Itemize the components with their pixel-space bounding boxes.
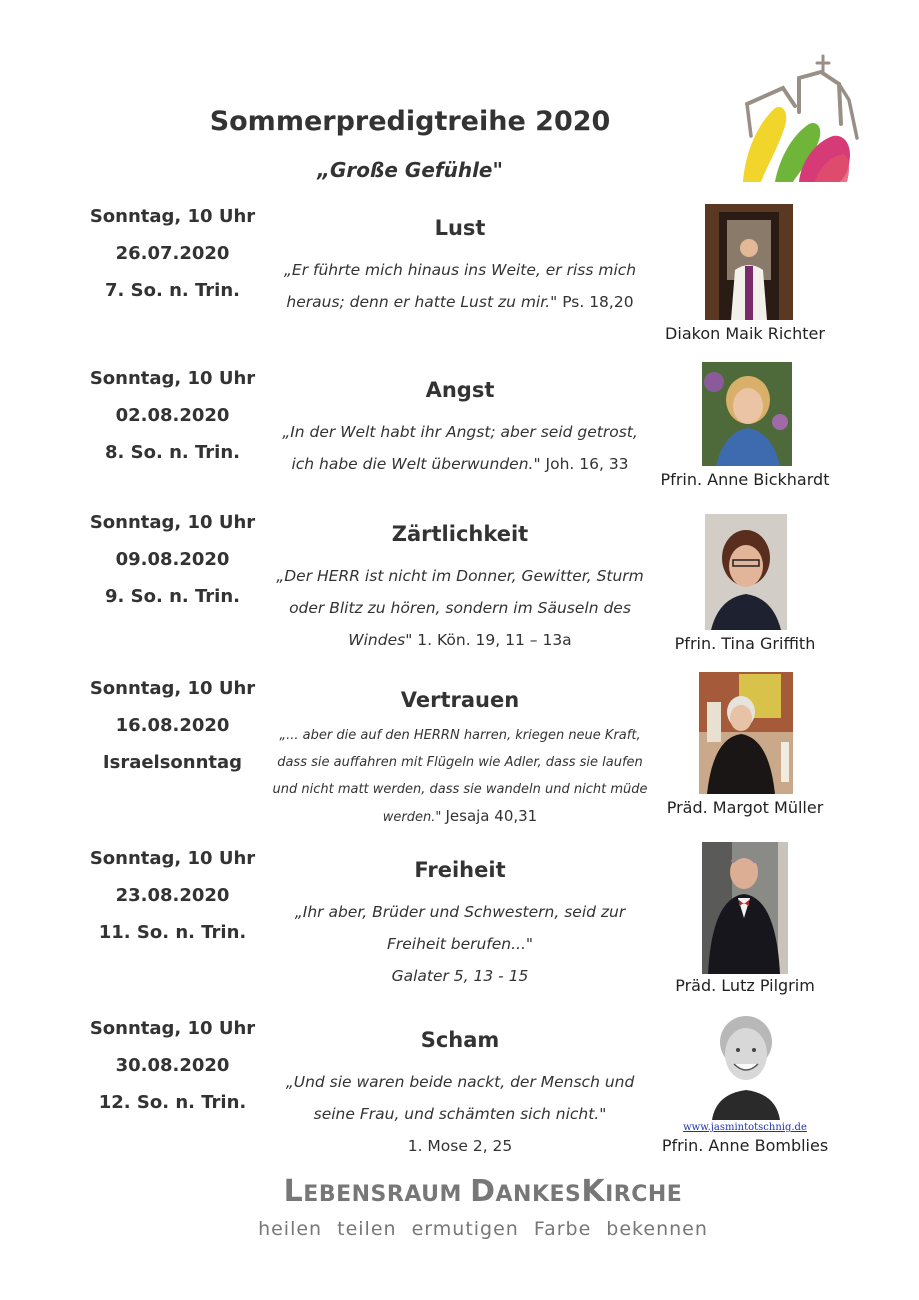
event-when bbox=[60, 670, 285, 781]
church-logo bbox=[735, 54, 865, 186]
quote-reference: Galater 5, 13 - 15 bbox=[391, 967, 529, 985]
event-when bbox=[60, 504, 285, 615]
quote-reference: Jesaja 40,31 bbox=[445, 807, 538, 825]
brand-letter-1: L bbox=[283, 1174, 304, 1209]
preacher-photo bbox=[702, 842, 788, 974]
quote-reference: Ps. 18,20 bbox=[562, 293, 634, 311]
event-occasion: Israelsonntag bbox=[102, 752, 243, 773]
event-quote bbox=[270, 560, 650, 656]
event-occasion: 11. So. n. Trin. bbox=[98, 922, 247, 943]
brand-rest-2: ANKES bbox=[495, 1182, 582, 1207]
quote-reference: 1. Mose 2, 25 bbox=[407, 1137, 513, 1155]
event-quote bbox=[270, 1066, 650, 1162]
event-occasion: 9. So. n. Trin. bbox=[105, 586, 240, 607]
event-topic: Zärtlichkeit bbox=[391, 522, 529, 546]
event-day: Sonntag, 10 Uhr bbox=[89, 206, 256, 227]
quote-text: „Der HERR ist nicht im Donner, Gewitter, Sturm oder Blitz zu hören, sondern im Säuseln des Windes" bbox=[276, 567, 644, 649]
preacher-name: Pfrin. Tina Griffith bbox=[674, 634, 816, 653]
preacher-photo bbox=[708, 1010, 784, 1120]
quote-text: „Ihr aber, Brüder und Schwestern, seid zur Freiheit berufen..." bbox=[294, 903, 626, 953]
quote-reference: Joh. 16, 33 bbox=[545, 455, 629, 473]
brand-rest-1: EBENSRAUM bbox=[303, 1182, 471, 1207]
event-date: 23.08.2020 bbox=[115, 885, 230, 906]
event-day: Sonntag, 10 Uhr bbox=[89, 848, 256, 869]
event-topic: Freiheit bbox=[414, 858, 506, 882]
event-quote bbox=[290, 896, 630, 992]
event-topic: Vertrauen bbox=[400, 688, 520, 712]
event-when bbox=[60, 360, 285, 471]
brand-tagline: heilen teilen ermutigen Farbe bekennen bbox=[258, 1218, 708, 1240]
preacher-photo bbox=[705, 514, 787, 630]
event-topic: Lust bbox=[434, 216, 486, 240]
event-quote bbox=[270, 722, 650, 831]
event-occasion: 8. So. n. Trin. bbox=[105, 442, 240, 463]
photo-credit-link[interactable]: www.jasmintotschnig.de bbox=[683, 1122, 807, 1133]
brand-letter-2: D bbox=[470, 1174, 496, 1209]
event-quote bbox=[270, 416, 650, 480]
event-date: 26.07.2020 bbox=[115, 243, 230, 264]
quote-text: „Und sie waren beide nackt, der Mensch und seine Frau, und schämten sich nicht." bbox=[285, 1073, 635, 1123]
event-when bbox=[60, 198, 285, 309]
event-occasion: 7. So. n. Trin. bbox=[105, 280, 240, 301]
event-date: 09.08.2020 bbox=[115, 549, 230, 570]
quote-reference: 1. Kön. 19, 11 – 13a bbox=[417, 631, 572, 649]
event-day: Sonntag, 10 Uhr bbox=[89, 368, 256, 389]
preacher-photo bbox=[705, 204, 793, 320]
event-date: 02.08.2020 bbox=[115, 405, 230, 426]
event-topic: Scham bbox=[420, 1028, 500, 1052]
preacher-name: Diakon Maik Richter bbox=[665, 324, 825, 343]
event-day: Sonntag, 10 Uhr bbox=[89, 678, 256, 699]
event-occasion: 12. So. n. Trin. bbox=[98, 1092, 247, 1113]
preacher-name: Präd. Lutz Pilgrim bbox=[675, 976, 815, 995]
brand-letter-3: K bbox=[581, 1174, 606, 1209]
quote-text: „... aber die auf den HERRN harren, kriegen neue Kraft, dass sie auffahren mit Flügeln wie Adler, dass sie laufen und nicht matt werden, dass sie wandeln und nicht müde werden." bbox=[272, 728, 648, 825]
page-subtitle: „Große Gefühle" bbox=[317, 158, 503, 182]
preacher-name: Pfrin. Anne Bickhardt bbox=[660, 470, 830, 489]
preacher-name: Pfrin. Anne Bomblies bbox=[661, 1136, 829, 1155]
brand-name bbox=[0, 1174, 919, 1209]
event-quote bbox=[270, 254, 650, 318]
preacher-name: Präd. Margot Müller bbox=[666, 798, 824, 817]
page-title: Sommerpredigtreihe 2020 bbox=[209, 106, 611, 137]
preacher-photo bbox=[702, 362, 792, 466]
event-day: Sonntag, 10 Uhr bbox=[89, 512, 256, 533]
event-when bbox=[60, 1010, 285, 1121]
event-when bbox=[60, 840, 285, 951]
event-day: Sonntag, 10 Uhr bbox=[89, 1018, 256, 1039]
quote-text: „In der Welt habt ihr Angst; aber seid getrost, ich habe die Welt überwunden." bbox=[282, 423, 638, 473]
quote-text: „Er führte mich hinaus ins Weite, er riss mich heraus; denn er hatte Lust zu mir." bbox=[283, 261, 637, 311]
event-date: 30.08.2020 bbox=[115, 1055, 230, 1076]
brand-rest-3: IRCHE bbox=[605, 1182, 683, 1207]
event-topic: Angst bbox=[425, 378, 495, 402]
event-date: 16.08.2020 bbox=[115, 715, 230, 736]
preacher-photo bbox=[699, 672, 793, 794]
